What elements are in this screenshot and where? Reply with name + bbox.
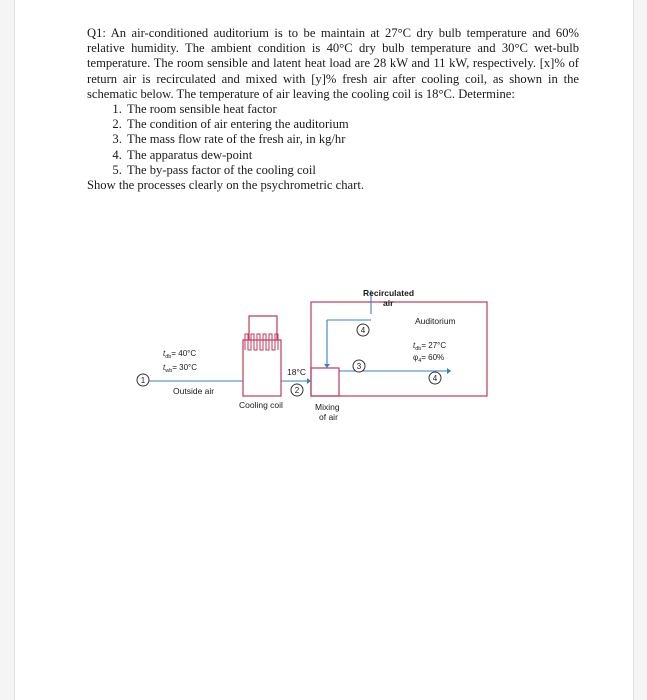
mixing-label-2: of air: [319, 412, 338, 422]
question-text: [87, 26, 579, 193]
state-marker-4-recirc: [357, 324, 369, 336]
question-intro: Q1: An air-conditioned auditorium is to be maintain at 27°C dry bulb temperature and 60% relative humidity. The ambient condition is 40°C dry bulb temperature and 30°C wet-bulb temperature. The room sensible and latent heat load are 28 kW and 11 kW, respectively. [x]% of return air is recirculated and mixed with [y]% fresh air after cooling coil, as shown in the schematic below. The temperature of air leaving the cooling coil is 18°C. Determine:: [87, 26, 579, 101]
outside-db-label: $t_{db}= 40^\circ C$: [163, 349, 197, 360]
auditorium-label: Auditorium: [415, 316, 456, 326]
state-marker-1: [137, 374, 149, 386]
state-marker-3: [353, 360, 365, 372]
list-item: 3. The mass flow rate of the fresh air, in kg/hr: [125, 132, 579, 147]
cooling-coil-label: Cooling coil: [239, 400, 283, 410]
svg-text:3: 3: [356, 362, 362, 371]
coil-serpentine: [245, 334, 278, 350]
svg-text:1: 1: [140, 376, 146, 385]
state-marker-4-room: [429, 372, 441, 384]
room-temp-label: $t_{db}= 27^\circ C$: [413, 341, 447, 352]
document-page: [14, 0, 634, 700]
auditorium-box: [311, 302, 487, 396]
coil-exit-temp: 18°C: [287, 367, 306, 377]
recirculated-label: Recirculated: [363, 288, 415, 298]
list-item: 5. The by-pass factor of the cooling coil: [125, 163, 579, 178]
arrow-into-room: [447, 368, 451, 374]
room-humidity-label: $\varphi_4= 60\%$: [413, 353, 445, 364]
arrow-recirc-down: [324, 364, 330, 368]
svg-text:4: 4: [360, 326, 366, 335]
arrow-into-mixer: [307, 378, 311, 384]
mixing-label: Mixing: [315, 402, 340, 412]
recirculated-label-2: air: [383, 298, 394, 308]
mixing-box: [311, 368, 339, 396]
question-closing: Show the processes clearly on the psychrometric chart.: [87, 178, 364, 193]
list-item: 4. The apparatus dew-point: [125, 148, 579, 163]
schematic-diagram: [121, 284, 501, 434]
schematic-figure: [121, 284, 501, 434]
outside-air-label: Outside air: [173, 386, 215, 396]
question-list: [87, 102, 579, 178]
outside-wb-label: $t_{wb}= 30^\circ C$: [163, 363, 198, 374]
list-item: 2. The condition of air entering the auditorium: [125, 117, 579, 132]
list-item: 1. The room sensible heat factor: [125, 102, 579, 117]
svg-text:2: 2: [294, 386, 300, 395]
state-marker-2: [291, 384, 303, 396]
svg-text:4: 4: [432, 374, 438, 383]
